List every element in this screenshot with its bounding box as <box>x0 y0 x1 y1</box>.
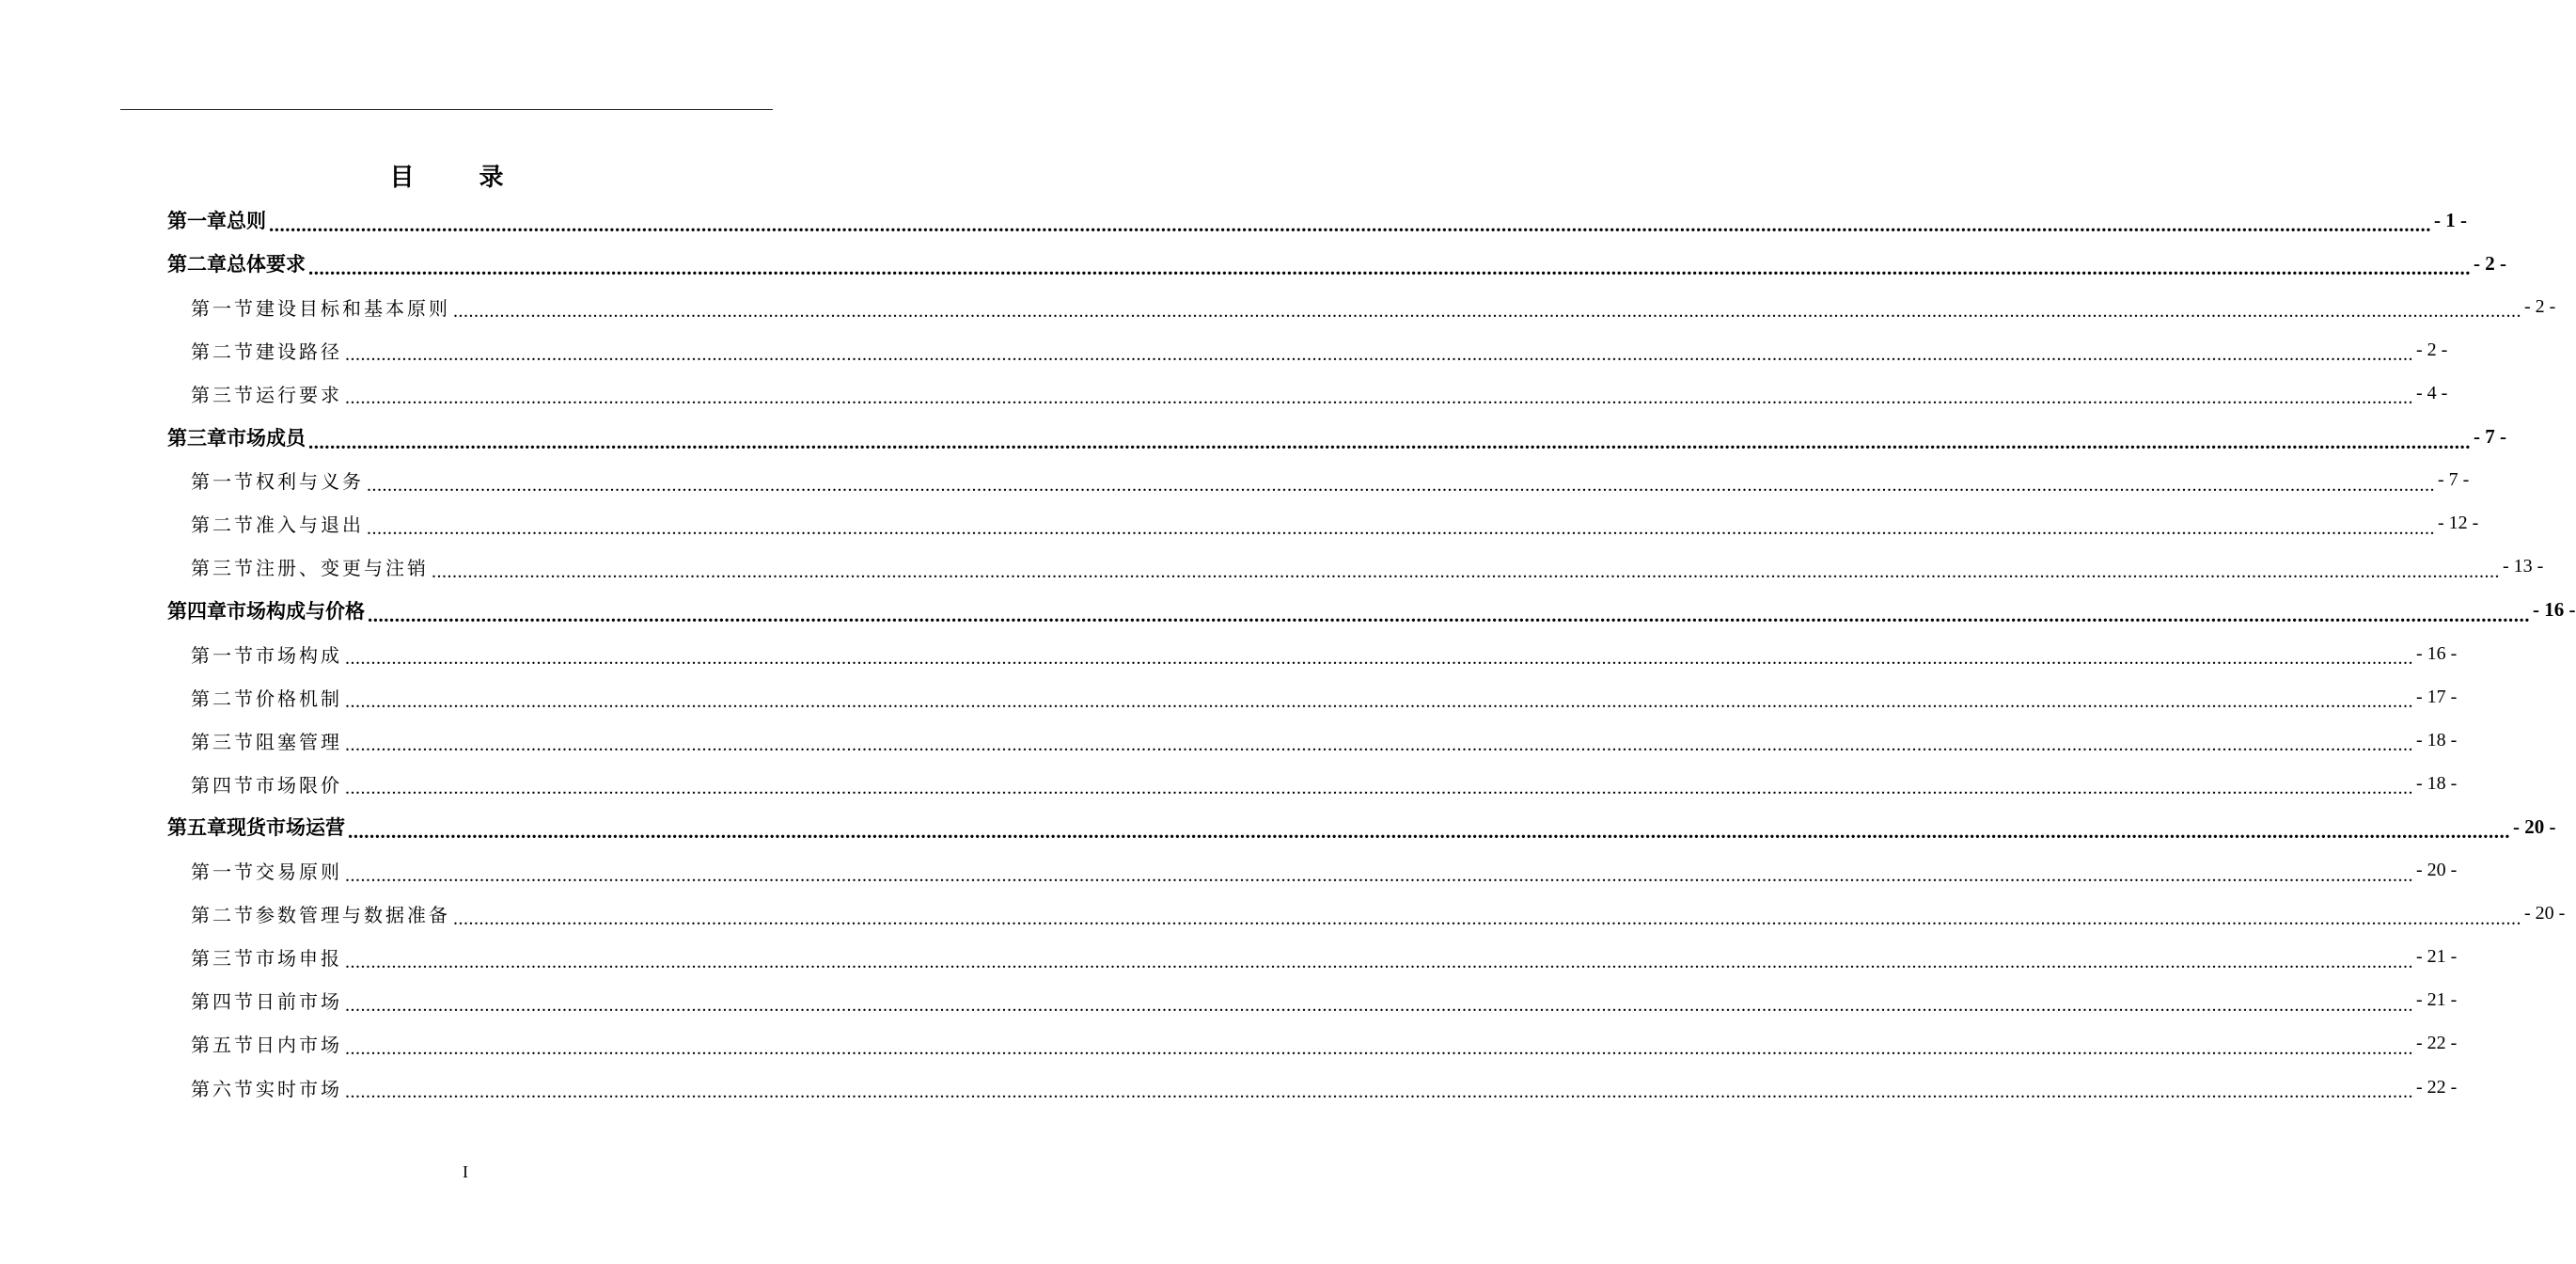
toc-entry-label: 实时市场 <box>256 1077 342 1100</box>
toc-entry-page: - 7 - <box>2438 469 2470 491</box>
toc-entry-number: 第三章 <box>167 425 227 450</box>
toc-entry-section[interactable] <box>191 985 2458 1017</box>
toc-entry-section[interactable] <box>191 767 2458 799</box>
toc-entry-number: 第六节 <box>191 1077 256 1100</box>
header-rule <box>120 109 773 110</box>
toc-entry-label: 市场构成与价格 <box>227 598 365 623</box>
toc-entry-leader-dots: ................................................................................................................................................................................................................................................................................................................................................................................................................ <box>367 517 2435 539</box>
toc-entry-leader-dots: ................................................................................................................................................................................................................................................................................................................................................................................................................ <box>432 561 2500 582</box>
toc-entry-number: 第三节 <box>191 730 256 753</box>
toc-entry-label: 日前市场 <box>256 990 342 1014</box>
toc-entry-chapter[interactable] <box>167 247 2506 280</box>
toc-entry-section[interactable] <box>191 508 2479 540</box>
toc-entry-number: 第四节 <box>191 990 256 1014</box>
toc-entry-label: 权利与义务 <box>256 470 364 494</box>
toc-entry-chapter[interactable] <box>167 204 2467 236</box>
toc-entry-number: 第五节 <box>191 1034 256 1057</box>
toc-entry-leader-dots: ................................................................................................................................................................................................................................................................................................................................................................................................................ <box>345 1037 2413 1059</box>
toc-entry-chapter[interactable] <box>167 811 2556 844</box>
toc-title: 目 录 <box>389 164 532 192</box>
toc-entry-number: 第一章 <box>167 209 227 232</box>
toc-entry-section[interactable] <box>191 291 2556 323</box>
toc-entry-label: 建设路径 <box>256 340 342 363</box>
page-number: I <box>463 1162 468 1181</box>
toc-entry-label: 注册、变更与注销 <box>256 557 429 580</box>
toc-entry-label: 参数管理与数据准备 <box>256 904 450 927</box>
toc-entry-page: - 16 - <box>2416 642 2458 664</box>
toc-entry-section[interactable] <box>191 638 2458 670</box>
toc-entry-label: 总则 <box>227 209 266 232</box>
toc-entry-chapter[interactable] <box>167 594 2576 626</box>
toc-entry-section[interactable] <box>191 465 2470 497</box>
toc-entry-label: 阻塞管理 <box>256 730 342 753</box>
toc-entry-number: 第三节 <box>191 947 256 971</box>
toc-entry-page: - 17 - <box>2416 686 2458 707</box>
toc-entry-leader-dots: ................................................................................................................................................................................................................................................................................................................................................................................................................ <box>269 213 2431 236</box>
toc-entry-leader-dots: ................................................................................................................................................................................................................................................................................................................................................................................................................ <box>308 257 2471 280</box>
toc-entry-label: 价格机制 <box>256 687 342 710</box>
toc-entry-label: 日内市场 <box>256 1034 342 1057</box>
toc-entry-page: - 16 - <box>2533 598 2576 622</box>
toc-entry-leader-dots: ................................................................................................................................................................................................................................................................................................................................................................................................................ <box>345 994 2413 1016</box>
toc-entry-page: - 2 - <box>2474 251 2506 275</box>
toc-entry-chapter[interactable] <box>167 421 2506 453</box>
toc-entry-section[interactable] <box>191 724 2458 756</box>
toc-entry-leader-dots: ................................................................................................................................................................................................................................................................................................................................................................................................................ <box>345 648 2413 669</box>
toc-entry-leader-dots: ................................................................................................................................................................................................................................................................................................................................................................................................................ <box>345 735 2413 756</box>
toc-entry-number: 第四章 <box>167 598 227 623</box>
toc-entry-leader-dots: ................................................................................................................................................................................................................................................................................................................................................................................................................ <box>453 908 2521 929</box>
toc-entry-number: 第一节 <box>191 861 256 883</box>
toc-entry-label: 运行要求 <box>256 383 342 406</box>
toc-entry-label: 市场申报 <box>256 947 342 971</box>
toc-entry-page: - 22 - <box>2416 1076 2458 1098</box>
toc-entry-number: 第三节 <box>191 383 256 406</box>
toc-entry-page: - 13 - <box>2503 556 2544 577</box>
toc-entry-page: - 20 - <box>2524 903 2566 924</box>
toc-entry-leader-dots: ................................................................................................................................................................................................................................................................................................................................................................................................................ <box>308 430 2471 453</box>
toc-entry-leader-dots: ................................................................................................................................................................................................................................................................................................................................................................................................................ <box>345 387 2413 409</box>
toc-entry-label: 总体要求 <box>227 252 306 276</box>
toc-entry-leader-dots: ................................................................................................................................................................................................................................................................................................................................................................................................................ <box>345 1082 2413 1102</box>
toc-entry-leader-dots: ................................................................................................................................................................................................................................................................................................................................................................................................................ <box>368 603 2530 626</box>
toc-entry-leader-dots: ................................................................................................................................................................................................................................................................................................................................................................................................................ <box>345 778 2413 799</box>
toc-entry-leader-dots: ................................................................................................................................................................................................................................................................................................................................................................................................................ <box>345 344 2413 366</box>
toc-entry-number: 第二节 <box>191 687 256 710</box>
toc-entry-label: 市场构成 <box>256 643 342 667</box>
toc-entry-number: 第四节 <box>191 773 256 797</box>
toc-entry-page: - 20 - <box>2416 860 2458 880</box>
toc-entry-section[interactable] <box>191 1071 2458 1103</box>
toc-entry-number: 第二节 <box>191 340 256 363</box>
toc-entry-page: - 21 - <box>2416 946 2458 968</box>
toc-entry-number: 第一节 <box>191 470 256 494</box>
toc-entry-leader-dots: ................................................................................................................................................................................................................................................................................................................................................................................................................ <box>348 820 2510 844</box>
toc-entry-page: - 20 - <box>2513 814 2556 838</box>
toc-entry-page: - 12 - <box>2438 513 2479 534</box>
toc-entry-number: 第三节 <box>191 557 256 580</box>
toc-entry-section[interactable] <box>191 855 2458 887</box>
toc-entry-label: 市场成员 <box>227 425 306 450</box>
toc-entry-page: - 2 - <box>2416 339 2448 360</box>
toc-entry-label: 现货市场运营 <box>227 815 345 840</box>
toc-entry-label: 准入与退出 <box>256 514 364 537</box>
toc-entry-number: 第二章 <box>167 252 227 276</box>
toc-entry-page: - 22 - <box>2416 1033 2458 1054</box>
toc-entry-page: - 1 - <box>2434 208 2467 231</box>
toc-entry-section[interactable] <box>191 551 2544 583</box>
toc-entry-number: 第一节 <box>191 643 256 667</box>
toc-entry-number: 第二节 <box>191 904 256 927</box>
toc-entry-leader-dots: ................................................................................................................................................................................................................................................................................................................................................................................................................ <box>345 864 2413 886</box>
toc-entry-section[interactable] <box>191 681 2458 713</box>
toc-entry-page: - 7 - <box>2474 425 2506 448</box>
toc-entry-section[interactable] <box>191 898 2566 930</box>
toc-entry-label: 市场限价 <box>256 773 342 797</box>
toc-entry-section[interactable] <box>191 334 2448 366</box>
toc-entry-label: 建设目标和基本原则 <box>256 296 450 320</box>
toc-entry-leader-dots: ................................................................................................................................................................................................................................................................................................................................................................................................................ <box>367 474 2435 496</box>
toc-entry-label: 交易原则 <box>256 861 342 883</box>
toc-entry-section[interactable] <box>191 941 2458 973</box>
toc-entry-number: 第二节 <box>191 514 256 537</box>
toc-entry-section[interactable] <box>191 1028 2458 1060</box>
toc-entry-leader-dots: ................................................................................................................................................................................................................................................................................................................................................................................................................ <box>453 301 2521 323</box>
toc-entry-page: - 18 - <box>2416 729 2458 750</box>
toc-entry-section[interactable] <box>191 377 2448 409</box>
toc-entry-page: - 21 - <box>2416 989 2458 1011</box>
toc-entry-page: - 18 - <box>2416 772 2458 794</box>
toc-entry-page: - 4 - <box>2416 382 2448 403</box>
toc-entry-number: 第五章 <box>167 815 227 840</box>
toc-entry-number: 第一节 <box>191 296 256 320</box>
toc-entry-leader-dots: ................................................................................................................................................................................................................................................................................................................................................................................................................ <box>345 691 2413 713</box>
toc-entry-page: - 2 - <box>2524 295 2556 317</box>
toc-entry-leader-dots: ................................................................................................................................................................................................................................................................................................................................................................................................................ <box>345 951 2413 972</box>
